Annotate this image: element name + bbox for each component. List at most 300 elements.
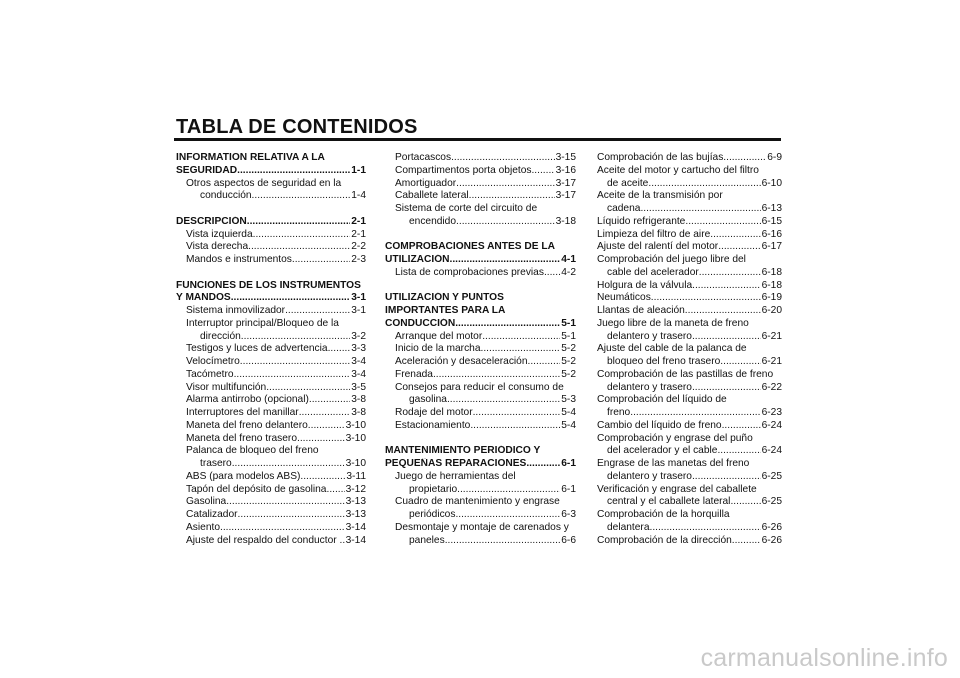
toc-entry-title: Consejos para reducir el consumo de	[395, 381, 564, 393]
toc-spacer	[176, 203, 366, 216]
toc-entry[interactable]	[385, 369, 576, 382]
toc-entry-title: Gasolina	[186, 496, 227, 508]
toc-page-number: 3-2	[351, 330, 366, 342]
toc-entry-title: Engrase de las manetas del freno	[597, 458, 750, 469]
toc-page-number: 6-15	[761, 215, 782, 227]
toc-entry[interactable]	[176, 458, 366, 471]
toc-column-3	[597, 152, 782, 547]
toc-entry[interactable]	[385, 331, 576, 344]
toc-entry-title: cadena	[607, 203, 641, 214]
page-title: TABLA DE CONTENIDOS	[176, 116, 418, 138]
toc-page-number: 6-6	[561, 534, 576, 546]
toc-dot-leader	[648, 178, 760, 191]
toc-entry[interactable]	[385, 203, 576, 216]
toc-entry[interactable]	[176, 190, 366, 203]
toc-page-number: 3-10	[345, 458, 366, 469]
toc-dot-leader	[231, 292, 351, 305]
toc-entry-title: Comprobación de la dirección	[597, 534, 732, 546]
toc-entry-title: Comprobación de las bujías	[597, 152, 724, 163]
toc-dot-leader	[456, 216, 555, 229]
toc-page-number: 6-24	[761, 445, 782, 457]
toc-entry[interactable]	[597, 356, 782, 369]
toc-section-heading[interactable]	[385, 241, 576, 254]
toc-dot-leader	[328, 343, 351, 356]
toc-entry[interactable]	[176, 318, 366, 331]
toc-entry-title: delantero y trasero	[607, 381, 692, 393]
toc-dot-leader	[717, 445, 760, 458]
toc-section-heading[interactable]	[385, 254, 576, 267]
toc-entry[interactable]	[176, 496, 366, 509]
toc-dot-leader	[730, 496, 760, 509]
toc-page-number: 6-19	[761, 292, 782, 304]
toc-entry[interactable]	[597, 305, 782, 318]
toc-section-heading[interactable]	[385, 445, 576, 458]
toc-page-number: 6-21	[761, 356, 782, 367]
toc-entry[interactable]	[385, 509, 576, 522]
toc-dot-leader	[649, 522, 760, 535]
toc-entry[interactable]	[176, 535, 366, 548]
toc-column-1	[176, 152, 366, 547]
toc-page-number: 5-2	[561, 343, 576, 355]
toc-entry-title: Interruptores del manillar	[186, 407, 299, 418]
toc-entry[interactable]	[176, 343, 366, 356]
toc-page-number: 6-10	[761, 177, 782, 189]
toc-entry[interactable]	[597, 394, 782, 407]
toc-spacer	[385, 280, 576, 293]
toc-section-heading[interactable]	[176, 280, 366, 293]
toc-entry[interactable]	[597, 445, 782, 458]
toc-entry[interactable]	[597, 496, 782, 509]
toc-entry-title: Estacionamiento	[395, 419, 471, 431]
toc-dot-leader	[455, 318, 560, 331]
toc-entry[interactable]	[176, 254, 366, 267]
toc-dot-leader	[544, 267, 560, 280]
toc-entry[interactable]	[597, 407, 782, 420]
toc-page-number: 3-17	[555, 190, 576, 202]
toc-entry[interactable]	[597, 471, 782, 484]
toc-dot-leader	[241, 331, 350, 344]
toc-section-heading[interactable]	[385, 458, 576, 471]
toc-page-number: 3-4	[351, 356, 366, 367]
toc-dot-leader	[651, 292, 761, 305]
toc-page-number: 6-17	[761, 241, 782, 253]
toc-dot-leader	[445, 535, 561, 548]
toc-page-number: 5-4	[561, 419, 576, 431]
toc-page-number: 3-12	[345, 483, 366, 495]
toc-entry[interactable]	[597, 343, 782, 356]
toc-entry[interactable]	[597, 318, 782, 331]
toc-page-number: 6-25	[761, 496, 782, 508]
toc-entry[interactable]	[597, 190, 782, 203]
toc-page-number: 3-8	[351, 407, 366, 418]
toc-page-number: 3-3	[351, 343, 366, 355]
toc-dot-leader	[297, 433, 345, 446]
toc-dot-leader	[692, 471, 761, 484]
toc-dot-leader	[685, 216, 760, 229]
toc-entry-title: trasero	[200, 458, 232, 469]
toc-entry[interactable]	[597, 458, 782, 471]
toc-entry-title: Aceleración y desaceleración	[395, 356, 528, 367]
toc-section-heading[interactable]	[385, 318, 576, 331]
toc-entry-title: Neumáticos	[597, 292, 651, 304]
toc-entry-title: Inicio de la marcha	[395, 343, 481, 355]
toc-page-number: 6-25	[761, 470, 782, 482]
toc-entry[interactable]	[597, 509, 782, 522]
toc-page-number: 4-1	[561, 254, 576, 265]
toc-spacer	[385, 433, 576, 446]
toc-page-number: 3-16	[555, 164, 576, 176]
toc-entry[interactable]	[385, 484, 576, 497]
toc-page-number: 6-24	[761, 419, 782, 431]
toc-entry-title: Y MANDOS	[176, 292, 231, 304]
toc-section-heading[interactable]	[385, 292, 576, 305]
toc-entry[interactable]	[385, 471, 576, 484]
toc-dot-leader	[718, 241, 760, 254]
toc-spacer	[176, 267, 366, 280]
toc-dot-leader	[326, 484, 344, 497]
toc-entry[interactable]	[385, 420, 576, 433]
toc-entry[interactable]	[597, 267, 782, 280]
toc-entry-title: Lista de comprobaciones previas	[395, 266, 544, 278]
toc-page-number: 5-2	[561, 356, 576, 367]
toc-entry[interactable]	[385, 152, 576, 165]
toc-entry-title: Tacómetro	[186, 368, 234, 380]
toc-dot-leader	[292, 254, 350, 267]
toc-page-number: 6-23	[761, 407, 782, 418]
toc-entry-title: SEGURIDAD	[176, 164, 238, 176]
toc-entry[interactable]	[385, 343, 576, 356]
toc-dot-leader	[253, 229, 351, 242]
toc-dot-leader	[447, 394, 560, 407]
toc-entry-title: Arranque del motor	[395, 330, 483, 342]
toc-entry-title: Comprobación de la horquilla	[597, 509, 730, 520]
toc-dot-leader	[723, 152, 766, 165]
toc-spacer	[385, 229, 576, 242]
toc-page-number: 3-17	[555, 177, 576, 189]
toc-dot-leader	[692, 331, 761, 344]
toc-entry-title: Limpieza del filtro de aire	[597, 228, 711, 240]
toc-entry-title: Palanca de bloqueo del freno	[186, 445, 319, 457]
toc-entry-title: Amortiguador	[395, 177, 457, 189]
toc-entry-title: Mandos e instrumentos	[186, 254, 292, 265]
toc-entry-title: Sistema de corte del circuito de	[395, 203, 538, 214]
toc-entry-title: delantero y trasero	[607, 470, 692, 482]
toc-page-number: 6-16	[761, 228, 782, 240]
toc-entry[interactable]	[597, 420, 782, 433]
toc-entry-title: INFORMATION RELATIVA A LA	[176, 152, 325, 163]
toc-entry-title: Holgura de la válvula	[597, 279, 693, 291]
toc-entry-title: propietario	[409, 483, 458, 495]
toc-page-number: 5-1	[561, 317, 576, 329]
toc-entry[interactable]	[385, 267, 576, 280]
toc-entry[interactable]	[597, 229, 782, 242]
toc-entry-title: Maneta del freno trasero	[186, 432, 297, 444]
toc-entry-title: Sistema inmovilizador	[186, 305, 286, 316]
toc-entry[interactable]	[176, 369, 366, 382]
toc-page-number: 6-18	[761, 266, 782, 278]
toc-entry-title: delantera	[607, 521, 650, 533]
toc-entry[interactable]	[176, 305, 366, 318]
toc-entry[interactable]	[385, 356, 576, 369]
toc-entry-title: DESCRIPCIÓN	[176, 215, 247, 227]
toc-entry[interactable]	[597, 433, 782, 446]
watermark: carmanualsonline.info	[700, 644, 948, 672]
toc-entry-title: Desmontaje y montaje de carenados y	[395, 521, 569, 533]
toc-entry-title: Cambio del líquido de freno	[597, 419, 722, 431]
toc-entry[interactable]	[176, 331, 366, 344]
toc-entry-title: Llantas de aleación	[597, 305, 685, 316]
toc-entry-title: del acelerador y el cable	[607, 445, 718, 457]
toc-entry-title: Frenada	[395, 368, 433, 380]
toc-entry-title: Comprobación de las pastillas de freno	[597, 368, 774, 380]
toc-entry-title: COMPROBACIONES ANTES DE LA	[385, 241, 555, 253]
toc-page-number: 3-13	[345, 509, 366, 520]
toc-section-heading[interactable]	[385, 305, 576, 318]
toc-page-number: 3-18	[555, 215, 576, 227]
toc-page-number: 6-13	[761, 203, 782, 214]
toc-dot-leader	[473, 407, 561, 420]
toc-entry[interactable]	[176, 509, 366, 522]
toc-entry-title: Ajuste del cable de la palanca de	[597, 343, 747, 355]
toc-entry-title: Maneta del freno delantero	[186, 419, 308, 431]
toc-entry-title: freno	[607, 407, 631, 418]
toc-entry-title: Vista izquierda	[186, 228, 253, 240]
toc-entry-title: PEQUEÑAS REPARACIONES	[385, 458, 527, 469]
toc-dot-leader	[692, 280, 760, 293]
toc-entry-title: UTILIZACIÓN	[385, 254, 450, 265]
toc-entry-title: Caballete lateral	[395, 190, 469, 202]
toc-entry-title: Catalizador	[186, 509, 238, 520]
toc-entry[interactable]	[176, 484, 366, 497]
toc-page-number: 5-2	[561, 368, 576, 380]
toc-entry[interactable]	[176, 407, 366, 420]
toc-entry[interactable]	[385, 165, 576, 178]
toc-dot-leader	[685, 305, 761, 318]
toc-entry-title: central y el caballete lateral	[607, 496, 731, 508]
toc-page-number: 3-13	[345, 496, 366, 508]
toc-entry[interactable]	[597, 484, 782, 497]
toc-entry-title: cable del acelerador	[607, 266, 699, 278]
toc-dot-leader	[526, 458, 560, 471]
toc-entry-title: UTILIZACIÓN Y PUNTOS	[385, 292, 504, 304]
toc-page-number: 3-10	[345, 432, 366, 444]
toc-dot-leader	[237, 165, 350, 178]
toc-dot-leader	[457, 484, 560, 497]
toc-page-number: 3-4	[351, 368, 366, 380]
toc-entry[interactable]	[385, 394, 576, 407]
toc-entry-title: Aceite del motor y cartucho del filtro	[597, 164, 759, 176]
toc-entry-title: Visor multifunción	[186, 381, 267, 393]
toc-dot-leader	[234, 369, 351, 382]
toc-entry[interactable]	[597, 535, 782, 548]
toc-dot-leader	[300, 471, 345, 484]
toc-entry-title: Comprobación y engrase del puño	[597, 432, 753, 444]
toc-page-number: 5-3	[561, 394, 576, 406]
toc-entry[interactable]	[176, 382, 366, 395]
toc-section-heading[interactable]	[176, 152, 366, 165]
toc-entry[interactable]	[597, 216, 782, 229]
toc-dot-leader	[247, 216, 351, 229]
toc-entry-title: Líquido refrigerante	[597, 215, 686, 227]
toc-entry-title: Aceite de la transmisión por	[597, 190, 723, 202]
toc-dot-leader	[266, 382, 350, 395]
toc-entry-title: Compartimentos porta objetos	[395, 164, 532, 176]
toc-page-number: 6-1	[561, 483, 576, 495]
toc-page-number: 3-1	[351, 305, 366, 316]
toc-page-number: 6-9	[767, 152, 782, 163]
toc-dot-leader	[692, 382, 761, 395]
toc-page-number: 3-14	[345, 534, 366, 546]
toc-page-number: 6-22	[761, 381, 782, 393]
toc-entry[interactable]	[385, 216, 576, 229]
toc-dot-leader	[252, 190, 351, 203]
toc-entry-title: periódicos	[409, 509, 456, 520]
toc-section-heading[interactable]	[176, 292, 366, 305]
toc-entry-title: Comprobación del juego libre del	[597, 254, 746, 265]
toc-page-number: 6-26	[761, 534, 782, 546]
toc-entry[interactable]	[385, 407, 576, 420]
toc-page-number: 6-21	[761, 330, 782, 342]
toc-page-number: 1-4	[351, 190, 366, 202]
toc-dot-leader	[722, 420, 761, 433]
toc-entry[interactable]	[597, 178, 782, 191]
toc-entry[interactable]	[176, 178, 366, 191]
toc-page-number: 6-26	[761, 521, 782, 533]
toc-entry[interactable]	[597, 165, 782, 178]
toc-entry-title: IMPORTANTES PARA LA	[385, 305, 506, 316]
toc-entry[interactable]	[176, 433, 366, 446]
toc-entry[interactable]	[176, 241, 366, 254]
toc-entry-title: gasolina	[409, 394, 447, 406]
toc-dot-leader	[226, 496, 344, 509]
toc-entry-title: Juego libre de la maneta de freno	[597, 317, 749, 329]
toc-entry-title: Tapón del depósito de gasolina	[186, 483, 327, 495]
toc-entry[interactable]	[385, 522, 576, 535]
toc-entry-title: Comprobación del líquido de	[597, 394, 727, 406]
toc-entry[interactable]	[597, 331, 782, 344]
toc-dot-leader	[285, 305, 350, 318]
toc-dot-leader	[481, 343, 561, 356]
toc-entry-title: Otros aspectos de seguridad en la	[186, 177, 342, 189]
toc-dot-leader	[630, 407, 760, 420]
toc-dot-leader	[455, 509, 560, 522]
toc-dot-leader	[699, 267, 761, 280]
toc-column-2	[385, 152, 576, 547]
toc-page-number: 6-1	[561, 458, 576, 469]
toc-entry[interactable]	[176, 394, 366, 407]
toc-entry-title: Verificación y engrase del caballete	[597, 483, 757, 495]
toc-entry[interactable]	[385, 382, 576, 395]
toc-entry-title: encendido	[409, 215, 457, 227]
toc-page-number: 5-4	[561, 407, 576, 418]
toc-entry-title: dirección	[200, 330, 241, 342]
toc-entry-title: Testigos y luces de advertencia	[186, 343, 328, 355]
toc-dot-leader	[531, 165, 554, 178]
toc-page-number: 6-20	[761, 305, 782, 316]
toc-entry[interactable]	[597, 369, 782, 382]
toc-entry[interactable]	[385, 535, 576, 548]
toc-entry-title: bloqueo del freno trasero	[607, 356, 721, 367]
toc-entry-title: paneles	[409, 534, 445, 546]
toc-entry[interactable]	[597, 241, 782, 254]
toc-dot-leader	[308, 420, 345, 433]
toc-dot-leader	[470, 420, 560, 433]
toc-entry[interactable]	[597, 522, 782, 535]
toc-entry[interactable]	[176, 445, 366, 458]
title-rule	[174, 138, 781, 141]
toc-page-number: 2-3	[351, 254, 366, 265]
toc-page-number: 4-2	[561, 266, 576, 278]
toc-entry-title: Juego de herramientas del	[395, 470, 516, 482]
toc-dot-leader	[232, 458, 345, 471]
toc-entry-title: Asiento	[186, 521, 220, 533]
toc-entry[interactable]	[176, 356, 366, 369]
toc-entry[interactable]	[385, 496, 576, 509]
toc-dot-leader	[248, 241, 350, 254]
toc-page-number: 3-11	[346, 470, 366, 482]
toc-page-number: 3-10	[345, 419, 366, 431]
toc-entry[interactable]	[597, 254, 782, 267]
toc-dot-leader	[238, 509, 345, 522]
toc-dot-leader	[640, 203, 760, 216]
toc-dot-leader	[528, 356, 561, 369]
toc-dot-leader	[220, 522, 345, 535]
toc-page-number: 3-1	[351, 292, 366, 304]
toc-entry[interactable]	[597, 203, 782, 216]
toc-dot-leader	[482, 331, 560, 344]
toc-page-number: 2-2	[351, 241, 366, 253]
toc-dot-leader	[433, 369, 560, 382]
toc-page-number: 2-1	[351, 228, 366, 240]
toc-entry-title: Vista derecha	[186, 241, 249, 253]
toc-section-heading[interactable]	[176, 165, 366, 178]
toc-entry[interactable]	[385, 190, 576, 203]
toc-entry[interactable]	[597, 152, 782, 165]
toc-page-number: 3-14	[345, 521, 366, 533]
toc-entry[interactable]	[597, 292, 782, 305]
toc-entry[interactable]	[597, 280, 782, 293]
toc-entry[interactable]	[176, 420, 366, 433]
toc-dot-leader	[451, 152, 555, 165]
toc-entry[interactable]	[176, 229, 366, 242]
toc-page-number: 3-8	[351, 394, 366, 406]
toc-entry-title: ABS (para modelos ABS)	[186, 470, 301, 482]
toc-entry-title: Portacascos	[395, 152, 452, 163]
toc-entry-title: Alarma antirrobo (opcional)	[186, 394, 309, 406]
toc-dot-leader	[309, 394, 350, 407]
toc-entry[interactable]	[597, 382, 782, 395]
toc-entry-title: Rodaje del motor	[395, 407, 473, 418]
toc-page-number: 3-5	[351, 381, 366, 393]
toc-entry-title: delantero y trasero	[607, 330, 692, 342]
toc-entry-title: Ajuste del respaldo del conductor .	[186, 534, 343, 546]
toc-page-number: 1-1	[351, 164, 366, 176]
toc-entry-title: conducción	[200, 190, 252, 202]
toc-page-number: 6-3	[561, 509, 576, 520]
toc-entry[interactable]	[385, 178, 576, 191]
toc-page-number: 5-1	[561, 330, 576, 342]
toc-dot-leader	[299, 407, 351, 420]
toc-dot-leader	[456, 178, 554, 191]
toc-dot-leader	[720, 356, 760, 369]
toc-entry-title: Cuadro de mantenimiento y engrase	[395, 496, 560, 508]
toc-entry[interactable]	[176, 522, 366, 535]
toc-entry[interactable]	[176, 471, 366, 484]
toc-dot-leader	[710, 229, 760, 242]
toc-page-number: 6-18	[761, 279, 782, 291]
toc-section-heading[interactable]	[176, 216, 366, 229]
toc-entry-title: Ajuste del ralentí del motor	[597, 241, 719, 253]
